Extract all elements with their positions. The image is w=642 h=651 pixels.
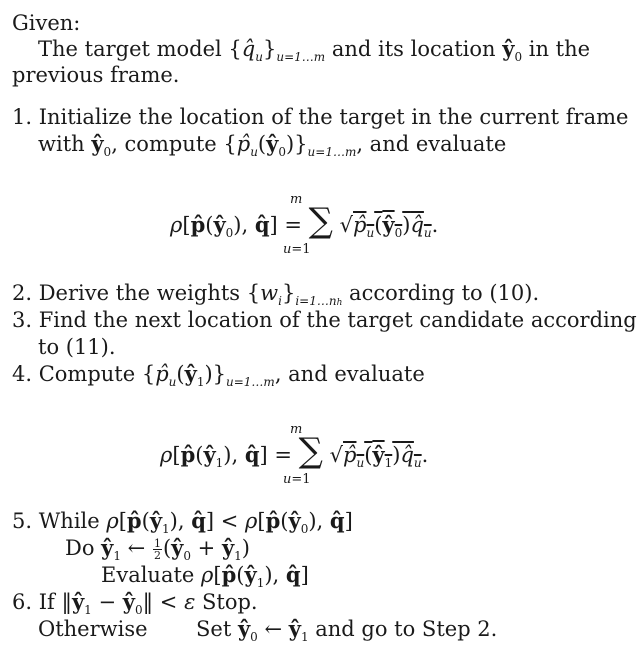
step-6-line-2: Set $ŷ_0$ ← $ŷ_1$ and go to Step 2. — [196, 616, 498, 644]
step-5-line-2: Do $ŷ_1$ ← $\frac{1}{2}$ ($ŷ_0$ + $ŷ_1$) — [65, 535, 250, 563]
step-5-line-1: 5. While $\rho[p̂(ŷ_1)$, q̂] < $\rho[p̂(ŷ_0)$, q̂] — [12, 508, 353, 536]
eq1-upper-limit: m — [290, 192, 303, 207]
step-6-line-1: 6. If $‖ŷ_1$ − $ŷ_0‖ < \varepsilon$ Stop. — [12, 589, 258, 617]
eq1-lower-limit: u=1 — [283, 242, 311, 257]
step-1-line-2: with $ŷ_0$, compute $\{p̂_u(ŷ_0)\}_{u=1\dots m}$, and evaluate — [38, 131, 507, 159]
equation-2: $\rho[p̂(ŷ_1)$, q̂] = ∑ $√p̂_u(ŷ_1)q̂_u$. — [160, 431, 429, 471]
given-line-1: The target model $\{q̂_u\}_{u=1\dots m}$ and its location $ŷ_0$ in the — [38, 36, 591, 64]
step-3-line-1: 3. Find the next location of the target candidate according — [12, 308, 637, 332]
given-heading: Given: — [12, 11, 81, 35]
step-2-line-1: 2. Derive the weights $\{w_i\}_{i=1\dots nh}$ according to (10). — [12, 281, 540, 308]
step-6-otherwise: Otherwise — [38, 617, 148, 641]
step-4-line-1: 4. Compute $\{p̂_u(ŷ_1)\}_{u=1\dots m}$, and evaluate — [12, 361, 425, 389]
step-5-line-3: Evaluate $\rho[p̂(ŷ_1)$, q̂] — [101, 562, 309, 590]
step-1-line-1: 1. Initialize the location of the target in the current frame — [12, 105, 629, 129]
step-3-line-2: to (11). — [38, 335, 116, 359]
equation-1: $\rho[p̂(ŷ_0)$, q̂] = ∑ $√p̂_u(ŷ_0)q̂_u$. — [170, 201, 439, 241]
eq2-upper-limit: m — [290, 422, 303, 437]
given-line-2: previous frame. — [12, 63, 180, 87]
eq2-lower-limit: u=1 — [283, 472, 311, 487]
